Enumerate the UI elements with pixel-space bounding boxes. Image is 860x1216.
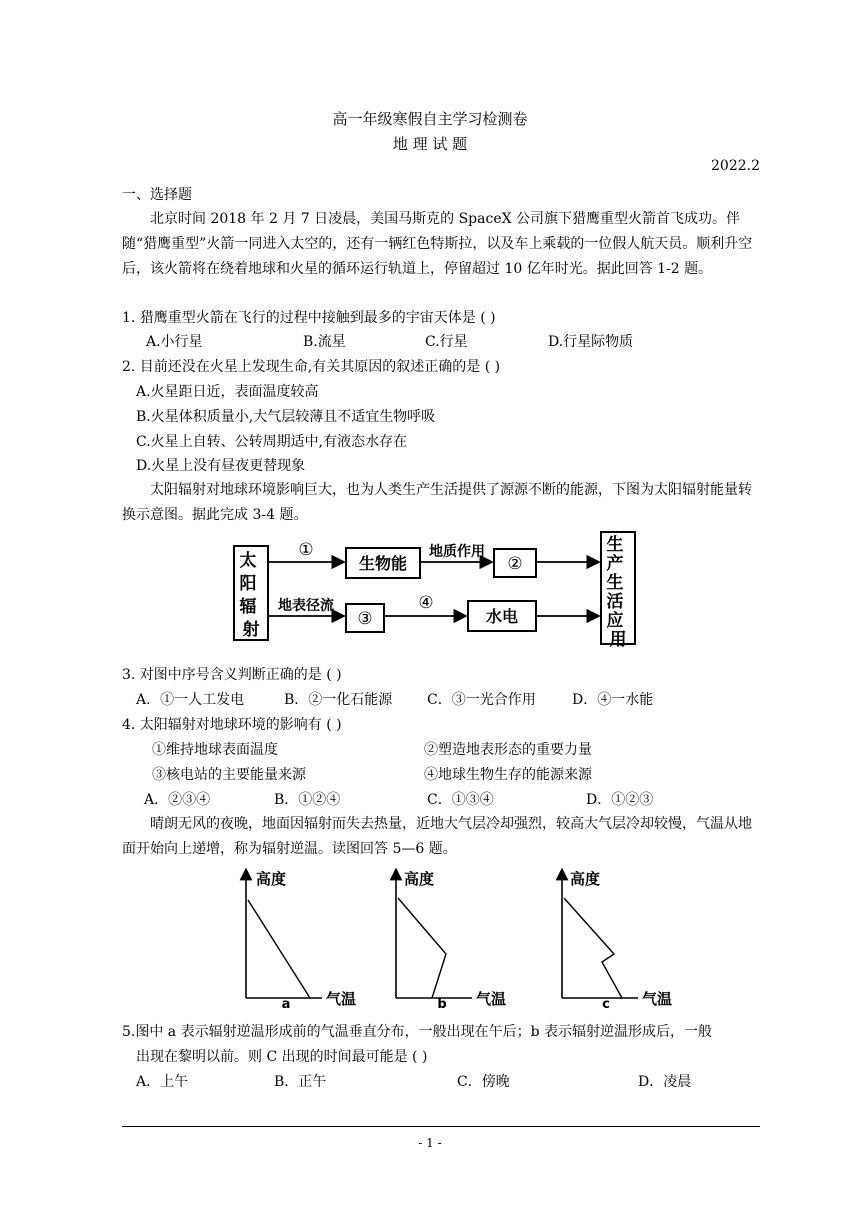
y-label-a: 高度 xyxy=(256,870,287,888)
panel-label-c: c xyxy=(602,997,610,1012)
y-label-c: 高度 xyxy=(570,870,601,888)
energy-conversion-diagram xyxy=(228,528,638,650)
bioenergy-label: 生物能 xyxy=(358,554,408,573)
panel-label-a: a xyxy=(281,997,291,1012)
y-label-b: 高度 xyxy=(404,870,435,888)
q4-item-3: ③核电站的主要能量来源 xyxy=(152,767,306,783)
question-1-stem: 1. 猎鹰重型火箭在飞行的过程中接触到最多的宇宙天体是 ( ) xyxy=(122,310,496,326)
exam-date: 2022.2 xyxy=(711,158,760,174)
q3-option-c: C．③一光合作用 xyxy=(427,692,536,708)
q5-option-d: D．凌晨 xyxy=(638,1074,692,1090)
section-title: 一、选择题 xyxy=(122,187,192,203)
q4-option-c: C．①③④ xyxy=(427,792,494,808)
passage-2: 太阳辐射对地球环境影响巨大，也为人类生产生活提供了源源不断的能源，下图为太阳辐射能量转换示意图。据此完成 3-4 题。 xyxy=(122,482,752,523)
q2-option-a: A.火星距日近，表面温度较高 xyxy=(136,384,319,400)
q2-option-c: C.火星上自转、公转周期适中,有液态水存在 xyxy=(136,434,408,450)
subject-title: 地 理 试 题 xyxy=(392,135,468,153)
q1-option-d: D.行星际物质 xyxy=(548,334,634,350)
profile-panel-c xyxy=(562,870,672,1012)
q2-option-d: D.火星上没有昼夜更替现象 xyxy=(136,458,306,474)
question-5-line-2: 出现在黎明以前。则 C 出现的时间最可能是 ( ) xyxy=(136,1049,428,1065)
q5-option-b: B．正午 xyxy=(274,1074,327,1090)
question-5-line-1: 5.图中 a 表示辐射逆温形成前的气温垂直分布，一般出现在午后；b 表示辐射逆温形成后，一般 xyxy=(122,1024,713,1040)
q1-option-a: A.小行星 xyxy=(146,334,203,350)
q3-option-d: D．④一水能 xyxy=(572,692,654,708)
passage-3: 晴朗无风的夜晚，地面因辐射而失去热量，近地大气层冷却强烈，较高大气层冷却较慢，气温从地面开始向上递增，称为辐射逆温。读图回答 5—6 题。 xyxy=(122,816,752,857)
panel-label-b: b xyxy=(437,997,447,1012)
runoff-label: 地表径流 xyxy=(278,598,334,614)
solar-radiation-label: 太 阳 辐 射 xyxy=(239,551,260,640)
exam-title: 高一年级寒假自主学习检测卷 xyxy=(332,110,528,128)
q1-option-c: C.行星 xyxy=(425,334,468,350)
q4-item-4: ④地球生物生存的能源来源 xyxy=(424,767,592,783)
profile-panel-b xyxy=(396,870,506,1012)
label-2: ② xyxy=(507,554,523,574)
footer-rule xyxy=(122,1126,760,1127)
q4-option-a: A．②③④ xyxy=(144,792,211,808)
profile-line-c xyxy=(564,898,622,998)
q4-option-d: D．①②③ xyxy=(586,792,654,808)
x-label-b: 气温 xyxy=(476,990,507,1008)
question-4-stem: 4. 太阳辐射对地球环境的影响有 ( ) xyxy=(122,717,342,733)
q2-option-b: B.火星体积质量小,大气层较薄且不适宜生物呼吸 xyxy=(136,409,436,425)
inversion-profiles-diagram xyxy=(236,862,676,1012)
profile-line-a xyxy=(248,900,310,998)
question-3-stem: 3. 对图中序号含义判断正确的是 ( ) xyxy=(122,667,342,683)
passage-1: 北京时间 2018 年 2 月 7 日凌晨，美国马斯克的 SpaceX 公司旗下猎鹰重型火箭首飞成功。伴随“猎鹰重型”火箭一同进入太空的，还有一辆红色特斯拉，以及车上乘载的一位假人航天员。顺利升空后，该火箭将在绕着地球和火星的循环运行轨道上，停留超过 10 亿年时光。据此回答 1-2 题。 xyxy=(122,211,753,277)
q3-option-b: B．②一化石能源 xyxy=(284,692,393,708)
q4-option-b: B．①②④ xyxy=(274,792,341,808)
hydropower-label: 水电 xyxy=(485,607,519,626)
q4-item-1: ①维持地球表面温度 xyxy=(152,742,278,758)
q4-item-2: ②塑造地表形态的重要力量 xyxy=(424,742,592,758)
geology-label: 地质作用 xyxy=(429,544,485,560)
question-2-stem: 2. 目前还没在火星上发现生命,有关其原因的叙述正确的是 ( ) xyxy=(122,359,501,375)
profile-panel-a xyxy=(246,870,356,1012)
profile-line-b xyxy=(398,898,446,998)
q5-option-c: C．傍晚 xyxy=(457,1074,510,1090)
q1-option-b: B.流星 xyxy=(303,334,346,350)
x-label-a: 气温 xyxy=(326,990,357,1008)
label-3: ③ xyxy=(357,609,373,629)
x-label-c: 气温 xyxy=(642,990,673,1008)
q3-option-a: A．①一人工发电 xyxy=(136,692,245,708)
production-life-label: 生 产 生 活 应 用 xyxy=(606,535,627,650)
label-4: ④ xyxy=(418,593,434,613)
label-1: ① xyxy=(298,540,314,560)
q5-option-a: A．上午 xyxy=(136,1074,189,1090)
page-number: - 1 - xyxy=(418,1136,442,1150)
